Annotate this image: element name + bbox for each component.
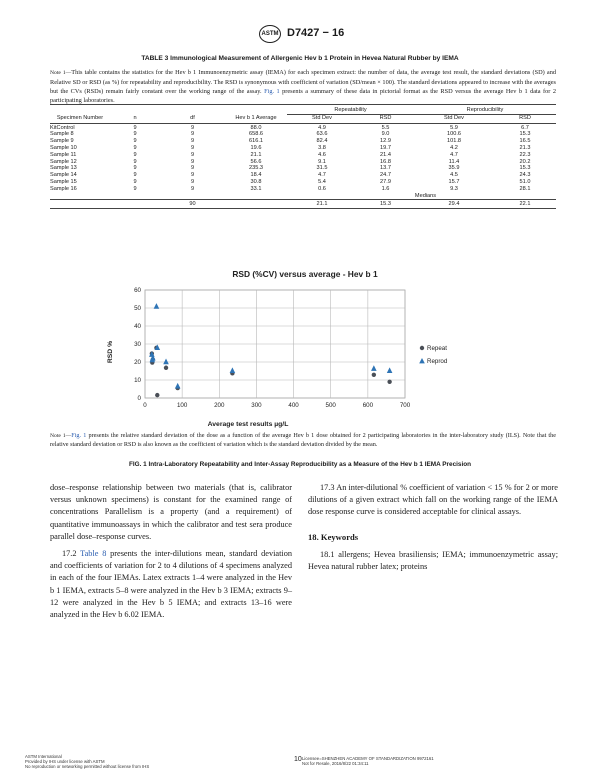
table-cell: 9.3 [450,185,458,192]
left-column [50,482,292,621]
table-cell: 19.6 [250,144,262,151]
data-point-repeat [155,393,159,397]
chart-y-axis-label: RSD % [107,340,114,364]
figure-note-prefix: Note 1— [50,433,72,439]
table-cell: 16.5 [519,138,531,145]
table-cell: 15.3 [519,131,531,138]
keywords-heading: 18. Keywords [308,531,359,542]
table-cell: 5.4 [318,178,326,185]
table-cell: 51.0 [519,178,531,185]
footer-licensee: Licensee=SHENZHEN ACADEMY OF STANDARDIZATION 9972161 [302,756,434,761]
x-tick-label: 300 [251,402,262,409]
legend-marker-reprod [419,358,425,363]
data-point-reprod [387,367,393,373]
table-cell: 9 [190,138,195,145]
table-cell: 31.5 [316,165,328,172]
table-cell: 9 [133,131,137,138]
column-header: RSD [379,115,392,122]
table-cell: 9 [190,158,195,165]
page-number: 10 [294,756,302,763]
column-header: n [133,115,137,122]
data-point-reprod [163,359,169,365]
table-cell: 82.4 [316,138,328,145]
chart-title: RSD (%CV) versus average - Hev b 1 [232,269,378,279]
table-cell: 9 [190,178,195,185]
paragraph-17-2-text: presents the inter-dilutions mean, standard deviation and coefficients of variation for 2 to 4 dilutions of 4 specimens analyzed in each of the four IEMAs. Latex extracts 1–4 were analyzed in the Hev b 1 IEMA, extracts 5–8 were analyzed in the Hev b 3 IEMA; extracts 9–12 were analyzed in the Hev b 5 IEMA; and extracts 13–16 were analyzed in the Hev b 6.02 IEMA. [50,549,293,620]
table-cell: 24.3 [519,172,531,179]
data-point-reprod [154,303,160,309]
table-cell: Sample 8 [50,131,74,138]
median-values-row [50,201,556,208]
data-point-repeat [372,373,376,377]
x-tick-label: 100 [176,402,188,409]
table-row [50,159,556,166]
paragraph-parallelism: dose–response relationship between two materials (that is, calibrator versus unknown specimens) is constant for the examined range of concentrations Parallelism is a property (and a requirement) of quantitative immunoassays in which the calibrator and test sera produce parallel dose–response curves. [50,483,292,541]
keywords-text: 18.1 allergens; Hevea brasiliensis; IEMA; immunoenzymetric assay; Hevea natural rubber latex; proteins [308,549,558,572]
legend-label: Reprod [427,358,448,365]
table-cell: 5.5 [381,124,390,131]
footer-left [25,754,149,770]
table-cell: 63.6 [316,131,328,138]
table-cell: 6.7 [521,124,529,131]
table-cell: 12.9 [380,138,391,145]
table-row [50,152,556,159]
table-cell: 101.8 [447,138,461,145]
data-point-reprod [371,365,377,371]
group-header-row [50,107,556,114]
table-cell: Sample 11 [50,151,77,158]
document-number: D7427 − 16 [287,27,345,39]
legend-marker-repeat [420,346,424,350]
table-cell: 88.0 [250,124,262,131]
table-note-text-2: presents a summary of these data in pictorial format as the RSD versus the average Hev b 1 data for 2 participating laboratories. [50,88,556,104]
table-cell: 4.6 [318,151,326,158]
table-cell: 16.8 [380,158,391,165]
repeatability-header: Repeatability [287,107,414,114]
section-17-2-number: 17.2 [62,549,77,559]
x-tick-label: 600 [362,402,374,409]
table-cell: Sample 14 [50,172,77,179]
table-cell: Sample 9 [50,138,74,145]
table-cell: 13.7 [380,165,391,172]
fig1-link[interactable]: Fig. 1 [264,88,280,95]
table-8-link[interactable]: Table 8 [80,549,107,559]
footer-right [302,756,434,766]
x-tick-label: 700 [399,402,411,409]
table-cell: KitControl [50,124,75,131]
data-point-reprod [230,367,236,373]
table-row [50,131,556,138]
table-cell: 15.7 [448,178,460,185]
table-cell: 9 [133,178,137,185]
table-cell: 30.8 [250,178,262,185]
table-note-prefix: Note 1— [50,70,72,76]
median-cell [50,201,110,208]
table-cell: Sample 16 [50,185,77,192]
footer-resale: Not for Resale, 2016/8/22 01:34:11 [302,761,369,767]
column-header-row [50,114,556,123]
y-tick-label: 60 [134,287,141,295]
column-header: Specimen Number [56,115,104,122]
table-cell: 9 [133,172,137,179]
table-cell: 4.2 [450,144,458,151]
y-tick-label: 0 [137,395,141,403]
bottom-rule-row [50,209,556,211]
column-header: Std Dev [444,115,464,122]
legend-label: Repeat [427,345,447,352]
x-tick-label: 0 [143,402,147,409]
table-cell: 4.9 [318,124,326,131]
median-cell [110,201,160,208]
table-row [50,179,556,186]
table-cell: 9 [133,138,137,145]
y-tick-label: 50 [134,305,141,313]
table-cell: Sample 15 [50,178,77,185]
medians-label: Medians [414,192,437,199]
paragraph-17-3: 17.3 An inter-dilutional % coefficient of variation < 15 % for 2 or more dilutions of a given extract which fall on the working range of the IEMA dose response curve is considered acceptable for clinical assays. [308,483,558,517]
rsd-scatter-chart [90,266,520,430]
table-cell: 9.0 [381,131,390,138]
median-cell: 22.1 [519,201,531,208]
footer-org: ASTM International [25,754,62,759]
x-tick-label: 200 [214,402,225,409]
table-cell: 9 [190,151,195,158]
figure-note-fig-link[interactable]: Fig. 1 [71,432,87,439]
median-cell: 15.3 [380,201,391,208]
table-cell: 27.9 [380,178,391,185]
table-cell: 9 [133,158,137,165]
table-cell: 658.6 [249,131,263,138]
footer-reproduction: No reproduction or networking permitted without license from IHS [25,764,150,770]
table-row [50,165,556,172]
median-cell: 29.4 [448,201,460,208]
column-header: Std Dev [312,115,332,122]
column-header: Hev b 1 Average [235,115,277,122]
table-cell: 56.6 [250,158,262,165]
table-cell: 22.3 [519,151,531,158]
table-cell: 4.7 [450,151,458,158]
table-cell: 15.3 [519,165,531,172]
table-cell: Sample 10 [50,144,77,151]
table-cell: Sample 12 [50,158,77,165]
table-cell: 9 [190,144,195,151]
table-cell: 9 [190,185,195,192]
astm-logo: ASTM [259,25,281,43]
table-cell: 21.4 [380,151,391,158]
figure-note [50,432,556,449]
y-tick-label: 40 [134,323,141,331]
table-cell: 4.5 [450,172,458,179]
figure-note-text: presents the relative standard deviation of the dose as a function of the average Hev b 1 dose obtained for 2 participating laboratories in the inter-laboratory study (ILS). Note that the relative standard deviation or RSD is also known as the coefficient of variation which is the standard deviation divided by the mean. [50,432,556,448]
x-tick-label: 400 [288,402,299,409]
table-title: TABLE 3 Immunological Measurement of Allergenic Hev b 1 Protein in Hevea Natural Rubber by IEMA [141,55,459,62]
y-tick-label: 10 [134,377,141,385]
table-cell: 19.7 [380,144,391,151]
table-cell: 9 [133,151,137,158]
y-tick-label: 30 [134,341,141,349]
right-column [308,482,558,573]
table-cell: Sample 13 [50,165,77,172]
data-point-reprod [175,383,181,389]
reproducibility-header: Reproducibility [414,107,556,114]
medians-label-row [50,193,556,200]
table-note [50,68,556,105]
table-row [50,125,556,132]
median-cell [225,201,287,208]
figure-caption: FIG. 1 Intra-Laboratory Repeatability and Inter-Assay Reproducibility as a Measure of the Hev b 1 IEMA Precision [128,461,472,468]
statistics-table [50,107,556,210]
table-top-rule [50,104,556,105]
footer-license: Provided by IHS under license with ASTM [25,759,105,765]
table-row [50,172,556,179]
paragraph-17-2 [50,548,292,621]
column-header: RSD [519,115,531,122]
table-note-text: This table contains the statistics for the Hev b 1 Immunoenzymetric assay (IEMA) for each specimen extract: the number of data, the average test result, the standard deviations (SD) and Relative SD or RSD (as %) for repeatability and reproducibility. The RSD is synonymous with coefficient of variation (SD/mean × 100). The standard deviations appeared to increase with the averages but the CVs (RSDs) remain fairly constant over the working range of the assay. [50,69,556,95]
median-cell: 21.1 [316,201,328,208]
table-cell: 616.1 [249,138,263,145]
table-cell: 9 [190,124,195,131]
table-cell: 21.3 [519,144,531,151]
table-cell: 1.6 [381,185,390,192]
table-cell: 4.7 [318,172,326,179]
table-cell: 9 [190,131,195,138]
y-tick-label: 20 [134,359,141,367]
data-point-repeat [164,366,168,370]
table-cell: 11.4 [448,158,460,165]
table-cell: 235.3 [249,165,263,172]
table-cell: 9 [133,144,137,151]
median-cell: 90 [189,201,196,208]
table-row [50,145,556,152]
table-cell: 18.4 [250,172,262,179]
column-header: df [190,115,195,122]
table-cell: 9 [190,165,195,172]
table-row [50,186,556,193]
table-cell: 28.1 [519,185,531,192]
table-cell: 3.8 [318,144,326,151]
table-cell: 9 [190,172,195,179]
table-cell: 9 [133,185,137,192]
table-cell: 5.9 [450,124,458,131]
table-cell: 20.2 [519,158,531,165]
table-cell: 0.6 [318,185,326,192]
table-cell: 100.6 [447,131,461,138]
table-cell: 9.1 [318,158,326,165]
x-tick-label: 500 [325,402,336,409]
table-cell: 24.7 [380,172,391,179]
table-bottom-rule [50,209,556,211]
table-cell: 9 [133,124,137,131]
table-row [50,138,556,145]
table-cell: 33.1 [250,185,262,192]
table-cell: 21.1 [250,151,262,158]
table-cell: 35.9 [448,165,460,172]
data-point-repeat [387,380,391,384]
table-cell: 9 [133,165,137,172]
chart-x-axis-label: Average test results µg/L [207,421,289,428]
